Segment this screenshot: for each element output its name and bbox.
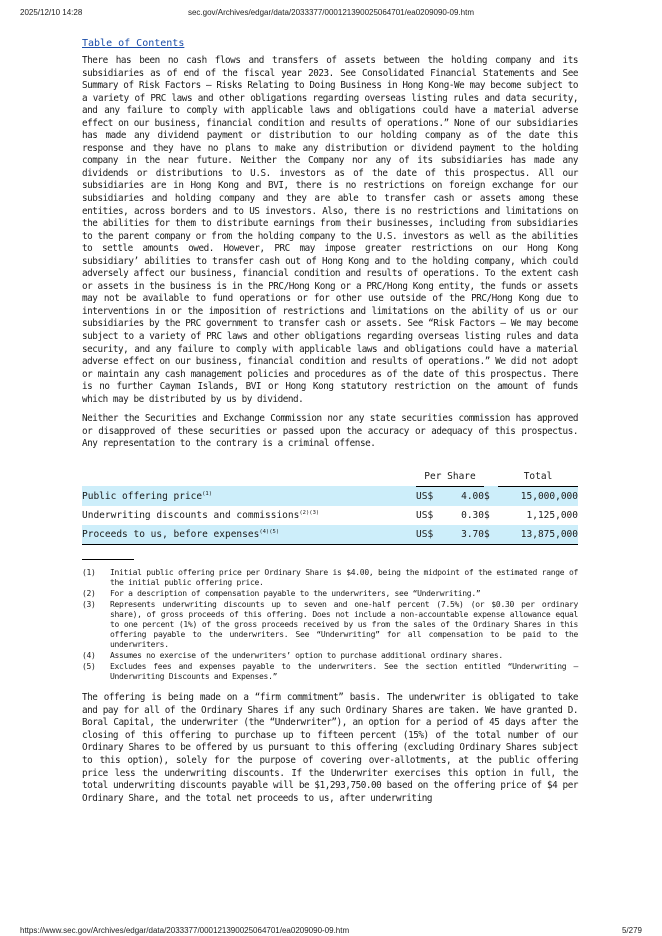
per-share-value: 0.30 <box>461 510 484 522</box>
footnote-text: Represents underwriting discounts up to seven and one-half percent (7.5%) (or $0.30 per ordinary share), of gross proceeds of this offering. Does not include a non-accountable expense allowance equal to one percent (1%) of the gross proceeds received by us from the sales of the Ordinary Shares in this offering payable to the underwriters. See “Underwriting” for all compensation to be paid to the underwriters. <box>110 600 578 650</box>
footnote <box>82 589 578 599</box>
table-of-contents-link[interactable]: Table of Contents <box>82 38 185 49</box>
page-counter: 5/279 <box>621 926 642 935</box>
sec-disclaimer-paragraph: Neither the Securities and Exchange Commission nor any state securities commission has approved or disapproved of these securities or passed upon the accuracy or adequacy of this prospectus. Any representation to the contrary is a criminal offense. <box>82 413 578 450</box>
row-footnote-ref: (2)(3) <box>299 509 320 516</box>
row-label: Underwriting discounts and commissions <box>82 510 300 522</box>
page-url-footer: https://www.sec.gov/Archives/edgar/data/2033377/000121390025064701/ea0209090-09.htm <box>20 926 350 935</box>
row-label: Public offering price <box>82 490 203 502</box>
footnotes-list <box>82 568 578 682</box>
page-url-header: sec.gov/Archives/edgar/data/2033377/000121390025064701/ea0209090-09.htm <box>187 8 474 17</box>
row-label: Proceeds to us, before expenses <box>82 529 260 541</box>
total-value: 1,125,000 <box>526 510 578 522</box>
total-value: 13,875,000 <box>498 525 578 545</box>
footnote-number: (4) <box>82 651 96 661</box>
row-footnote-ref: (1) <box>202 490 213 497</box>
currency-symbol: US$ <box>416 486 448 506</box>
footnote-number: (3) <box>82 600 96 610</box>
footnote <box>82 662 578 682</box>
total-header: Total <box>498 469 578 487</box>
firm-commitment-paragraph: The offering is being made on a “firm commitment” basis. The underwriter is obligated to take and pay for all of the Ordinary Shares if any such Ordinary Shares are taken. We have granted D. Boral Capital, the underwriter (the “Underwriter”), an option for a period of 45 days after the closing of this offering to purchase up to fifteen percent (15%) of the total number of our Ordinary Shares to be offered by us pursuant to this offering (excluding Ordinary Shares subject to this option), solely for the purpose of covering over-allotments, at the public offering price less the underwriting discounts. If the Underwriter exercises this option in full, the total underwriting discounts payable will be $1,293,750.00 based on the offering price of $4 per Ordinary Share, and the total net proceeds to us, after underwriting <box>82 692 578 804</box>
footnote <box>82 600 578 650</box>
footnote-text: Excludes fees and expenses payable to the underwriters. See the section entitled “Underwriting — Underwriting Discounts and Expenses.” <box>110 662 578 682</box>
table-row <box>82 486 578 506</box>
row-footnote-ref: (4)(5) <box>259 529 280 536</box>
per-share-value: 4.00 <box>448 486 484 506</box>
print-datetime: 2025/12/10 14:28 <box>20 8 83 17</box>
footnote-number: (2) <box>82 589 96 599</box>
cash-transfer-paragraph: There has been no cash flows and transfers of assets between the holding company and its subsidiaries as of end of the fiscal year 2023. See Consolidated Financial Statements and See Summary of Risk Factors — Risks Relating to Doing Business in Hong Kong-We may become subject to a variety of PRC laws and other obligations regarding overseas listing rules and data security, and any failure to comply with applicable laws and obligations could have a material adverse effect on our business, financial condition and results of operations.” None of our subsidiaries has made any dividend payment or distribution to our holding company as of the date this response and they have no plans to make any distribution or dividend payment to the holding company in the near future. Neither the Company nor any of its subsidiaries has made any dividends or distributions to U.S. investors as of the date of this prospectus. All our subsidiaries are in Hong Kong and BVI, there is no restrictions on foreign exchange for our subsidiaries and holding company and they are able to transfer cash or assets among these entities, across borders and to US investors. Also, there is no restrictions and limitations on the abilities for them to distribute earnings from their businesses, including from subsidiaries to the parent company or from the holding company to the U.S. investors as well as the abilities to settle amounts owed. However, PRC may impose greater restrictions on our Hong Kong subsidiary’ abilities to transfer cash out of Hong Kong and to the holding company, which could adversely affect our business, financial condition and results of operations. To the extent cash or assets in the business is in the PRC/Hong Kong or a PRC/Hong Kong entity, the funds or assets may not be available to fund operations or for other use outside of the PRC/Hong Kong due to interventions in or the imposition of restrictions and limitations on the ability of us or our subsidiaries by the PRC government to transfer cash or assets. See “Risk Factors — We may become subject to a variety of PRC laws and other obligations regarding overseas listing rules and data security, and any failure to comply with applicable laws and obligations could have a material adverse effect on our business, financial condition and results of operations.” We did not adopt or maintain any cash management policies and procedures as of the date of this prospectus. There is no further Cayman Islands, BVI or Hong Kong statutory restriction on the amount of funds which may be distributed by us by dividend. <box>82 55 578 405</box>
currency-symbol: $ <box>484 525 498 545</box>
currency-symbol: US$ <box>416 525 448 545</box>
footnote-text: Initial public offering price per Ordinary Share is $4.00, being the midpoint of the estimated range of the initial public offering price. <box>110 568 578 588</box>
table-row <box>82 506 578 525</box>
document-body <box>82 38 578 805</box>
footnote-number: (1) <box>82 568 96 578</box>
footnote-divider <box>82 559 134 560</box>
currency-symbol: $ <box>484 486 498 506</box>
table-row <box>82 525 578 545</box>
footnote-number: (5) <box>82 662 96 672</box>
total-value: 15,000,000 <box>498 486 578 506</box>
currency-symbol: $ <box>484 510 490 522</box>
footnote-text: For a description of compensation payable to the underwriters, see “Underwriting.” <box>110 589 481 599</box>
footnote-text: Assumes no exercise of the underwriters’ option to purchase additional ordinary shares. <box>110 651 503 661</box>
footnote <box>82 568 578 588</box>
currency-symbol: US$ <box>416 510 434 522</box>
footnote <box>82 651 578 661</box>
offering-table <box>82 469 578 545</box>
per-share-header: Per Share <box>416 469 484 487</box>
per-share-value: 3.70 <box>448 525 484 545</box>
